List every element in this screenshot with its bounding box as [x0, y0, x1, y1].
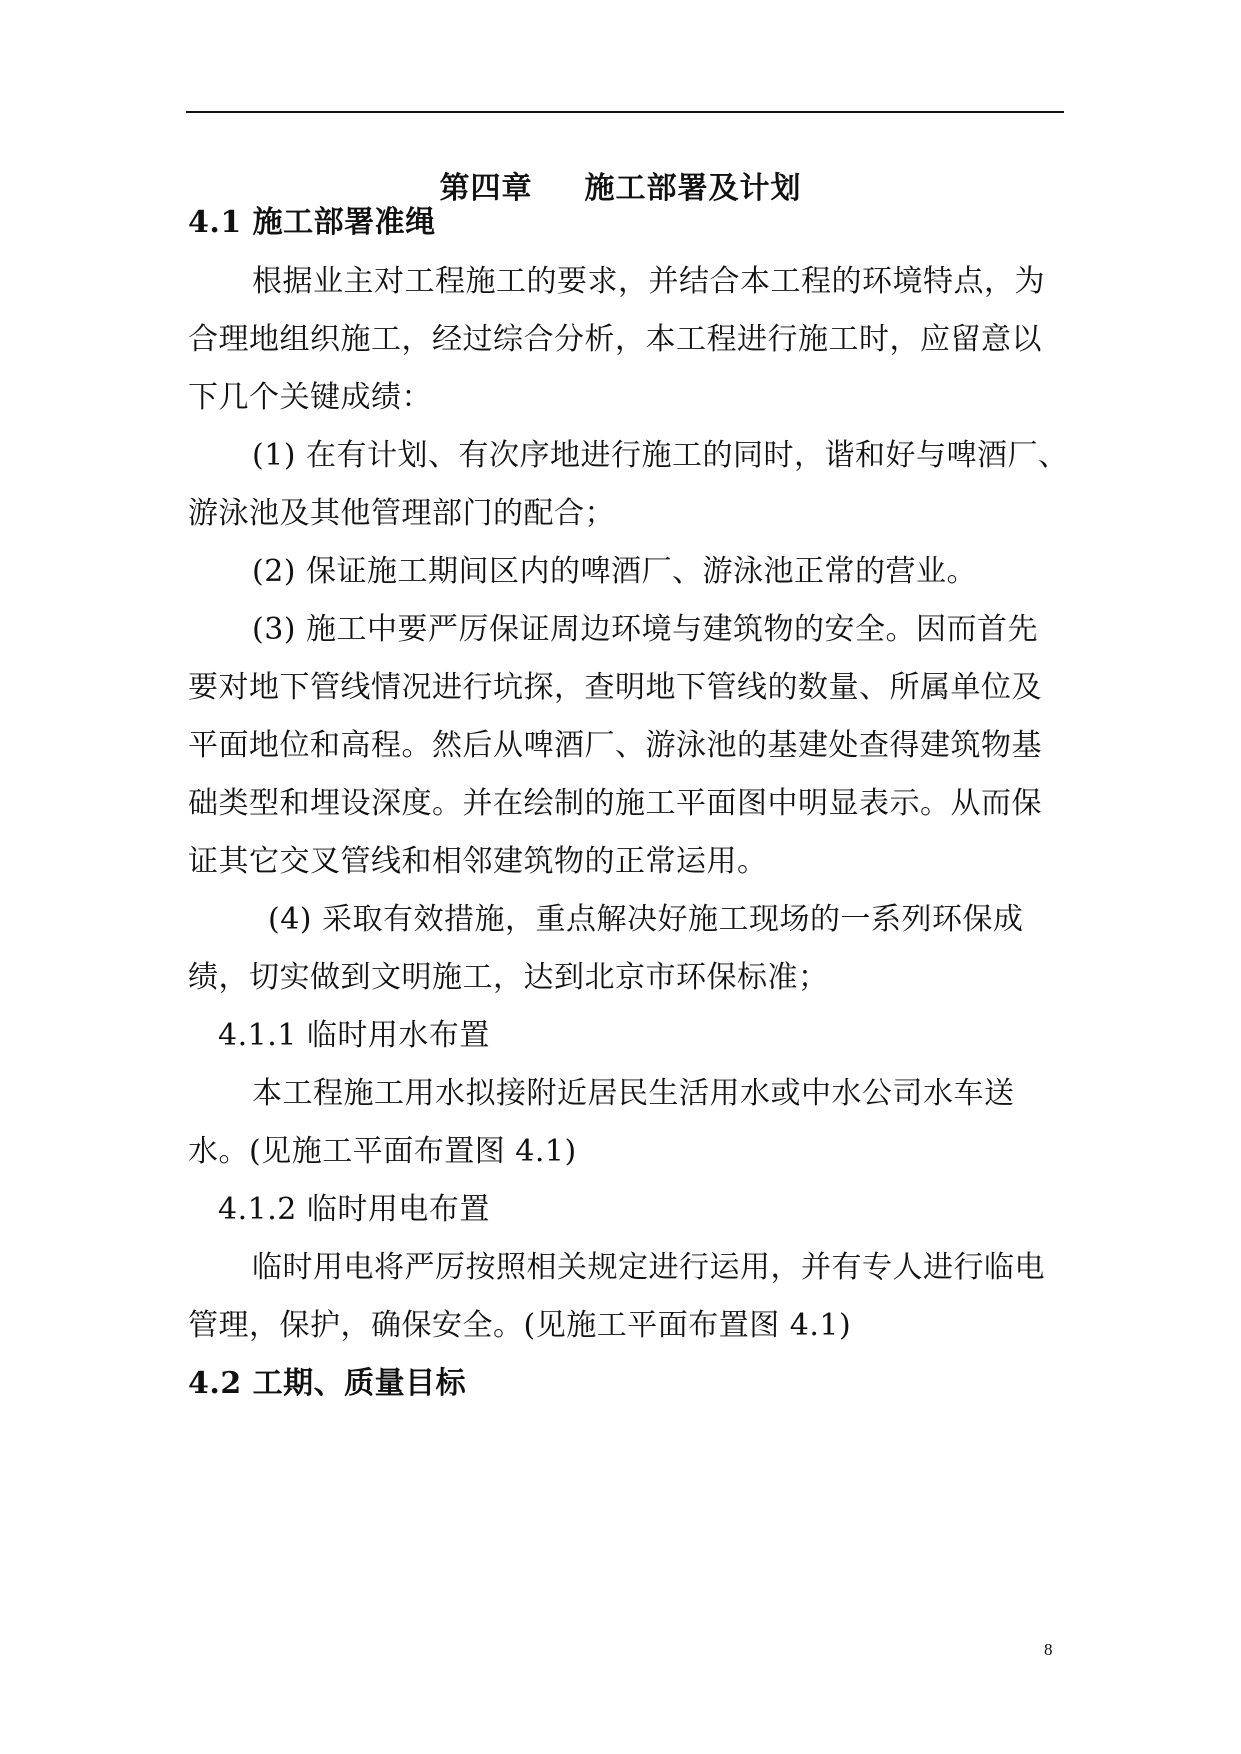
subsection-heading-4-1-1: 4.1.1 临时用水布置 — [218, 1018, 490, 1053]
section-heading-4-2: 4.2 工期、质量目标 — [188, 1366, 467, 1401]
list-item-4-line: (4) 采取有效措施，重点解决好施工现场的一系列环保成 — [268, 902, 1024, 937]
list-item-2-line: (2) 保证施工期间区内的啤酒厂、游泳池正常的营业。 — [252, 554, 978, 589]
list-item-3-line: 平面地位和高程。然后从啤酒厂、游泳池的基建处查得建筑物基 — [188, 728, 1042, 763]
list-item-4-line: 绩，切实做到文明施工，达到北京市环保标准； — [188, 960, 829, 995]
header-rule — [186, 111, 1064, 113]
list-item-1-line: (1) 在有计划、有次序地进行施工的同时，谐和好与啤酒厂、 — [252, 438, 1069, 473]
chapter-title — [0, 163, 1241, 207]
water-paragraph-line: 水。(见施工平面布置图 4.1) — [188, 1134, 577, 1169]
power-paragraph-line: 管理，保护，确保安全。(见施工平面布置图 4.1) — [188, 1308, 852, 1343]
intro-paragraph-line: 下几个关键成绩： — [188, 380, 432, 415]
water-paragraph-line: 本工程施工用水拟接附近居民生活用水或中水公司水车送 — [252, 1076, 1015, 1111]
subsection-heading-4-1-2: 4.1.2 临时用电布置 — [218, 1192, 490, 1227]
page-number: 8 — [1044, 1640, 1053, 1659]
power-paragraph-line: 临时用电将严厉按照相关规定进行运用，并有专人进行临电 — [252, 1250, 1045, 1285]
list-item-1-line: 游泳池及其他管理部门的配合； — [188, 496, 615, 531]
list-item-3-line: 证其它交叉管线和相邻建筑物的正常运用。 — [188, 844, 768, 879]
list-item-3-line: (3) 施工中要严厉保证周边环境与建筑物的安全。因而首先 — [252, 612, 1039, 647]
chapter-number: 第四章 — [439, 171, 533, 206]
intro-paragraph-line: 合理地组织施工，经过综合分析，本工程进行施工时，应留意以 — [188, 322, 1042, 357]
list-item-3-line: 础类型和埋设深度。并在绘制的施工平面图中明显表示。从而保 — [188, 786, 1042, 821]
chapter-name: 施工部署及计划 — [584, 171, 802, 206]
list-item-3-line: 要对地下管线情况进行坑探，查明地下管线的数量、所属单位及 — [188, 670, 1042, 705]
intro-paragraph-line: 根据业主对工程施工的要求，并结合本工程的环境特点，为 — [252, 264, 1045, 299]
section-heading-4-1: 4.1 施工部署准绳 — [188, 205, 436, 240]
